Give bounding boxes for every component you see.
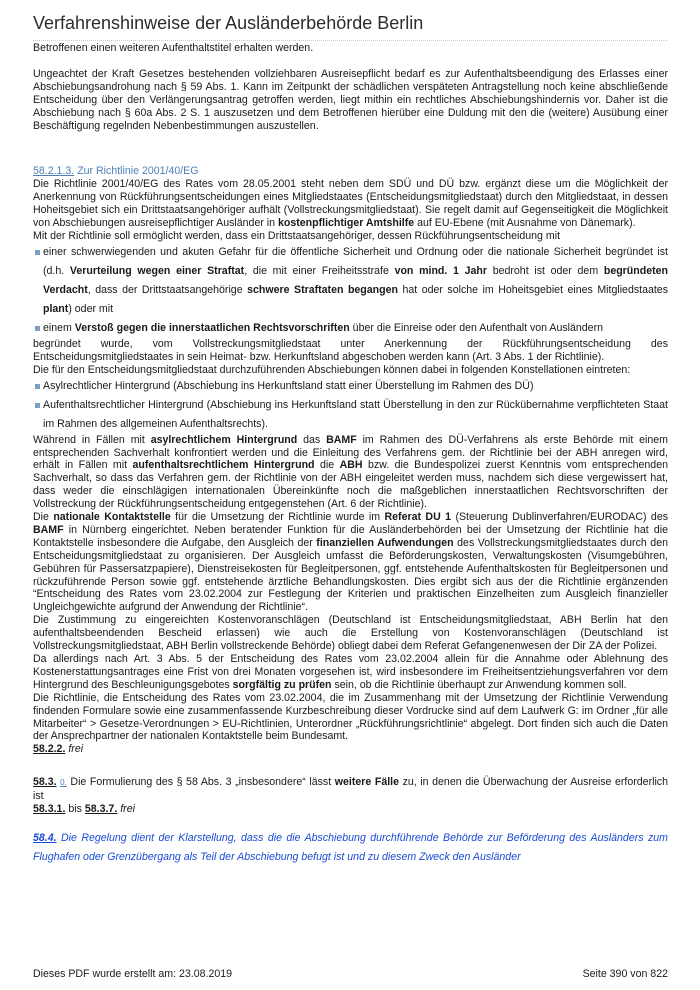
section-58-2-2: 58.2.2. frei — [33, 743, 84, 756]
footer-created: Dieses PDF wurde erstellt am: 23.08.2019 — [33, 968, 233, 980]
paragraph-frist: Da allerdings nach Art. 3 Abs. 5 der Entscheidung des Rates vom 23.02.2004 allein für die Annahme oder Ablehnung des Kostenerstattungsantrages eine Frist von drei Monaten vorgesehen ist, wird insbesondere im Freiheitsentziehungsverfahren vor dem Hintergrund des Beschleunigungsgebotes sorgfältig zu prüfen sein, ob die Richtlinie überhaupt zur Anwendung kommen soll. — [33, 653, 668, 691]
paragraph-richtlinie: Die Richtlinie 2001/40/EG des Rates vom 28.05.2001 steht neben dem SDÜ und DÜ bzw. ergänzt diese um die Möglichkeit der Anerkennung von Rückführungsentscheidungen eines Mitgliedstaates (Entscheidungsmitgliedstaat) durch den Mitgliedstaat, in dessen Hoheitsgebiet sich ein Drittstaatsangehöriger aufhält (Vollstreckungsmitgliedstaat). Sie regelt damit auf Gegenseitigkeit die Möglichkeit von Abschiebungen ausreisepflichtiger Ausländer in kostenpflichtiger Amtshilfe auf EU-Ebene (mit Ausnahme von Dänemark). — [33, 178, 668, 230]
paragraph-intro: Betroffenen einen weiteren Aufenthaltstitel erhalten werden. — [33, 42, 314, 54]
list-item: Asylrechtlicher Hintergrund (Abschiebung ins Herkunftsland statt einer Überstellung im Rahmen des DÜ) — [33, 377, 668, 396]
paragraph-asylrecht: Während in Fällen mit asylrechtlichem Hintergrund das BAMF im Rahmen des DÜ-Verfahrens als erste Behörde mit einem entsprechenden Sachverhalt konfrontiert werden und die Einleitung des Verfahrens gem. der Richtlinie bei der ABH anregen wird, erhält in Fällen mit aufenthaltsrechtlichem Hintergrund die ABH bzw. die Bundespolizei zuerst Kenntnis vom entsprechenden Sachverhalt, so dass das Verfahren gem. der Richtlinie von der ABH eingeleitet werden muss, nachdem sich diese vergewissert hat, dass weder die einschlägigen internationalen Übereinkünfte noch die maßgeblichen innerstaatlichen Rechtsvorschriften der Vollstreckung der Rückführungsentscheidung entgegenstehen (Art. 6 der Richtlinie). — [33, 433, 669, 511]
section-number-link[interactable]: 58.3.7. — [84, 803, 118, 816]
bullet-list-gruende — [33, 243, 668, 338]
bullet-icon — [35, 326, 40, 331]
section-number-link[interactable]: 58.4. — [33, 831, 57, 844]
paragraph-ausreisepflicht: Ungeachtet der Kraft Gesetzes bestehenden vollziehbaren Ausreisepflicht bedarf es zur Aufenthaltsbeendigung des Erlasses einer Abschiebungsandrohung nach § 59 Abs. 1. Kann im Zeitpunkt der schädlichen verspäteten Antragstellung noch keine abschließende Entscheidung über den Verlängerungsantrag getroffen werden, liegt mithin ein rechtliches Abschiebungshindernis vor. Daher ist die Abschiebung nach § 60a Abs. 2 S. 1 auszusetzen und dem Betroffenen hierüber eine Duldung mit den die (weitere) Ausübung einer Beschäftigung regelnden Nebenbestimmungen auszustellen. — [33, 67, 668, 132]
list-item: einem Verstoß gegen die innerstaatlichen Rechtsvorschriften über die Einreise oder den Aufenthalt von Ausländern — [33, 319, 668, 338]
footer-page-number: Seite 390 von 822 — [582, 968, 668, 980]
paragraph-laufwerk: Die Richtlinie, die Entscheidung des Rates vom 23.02.2004, die im Zusammenhang mit der Umsetzung der Richtlinie Verwendung findenden Formulare sowie eine zusammenfassende Kurzbeschreibung dieser Vordrucke sind auf dem Laufwerk G: im Ordner „für alle Mitarbeiter“ > Gesetze-Verordnungen > EU-Richtlinien, Unterordner „Rückführungsrichtlinie“ abgelegt. Dort finden sich auch die Daten der Ansprechpartner der nationalen Kontaktstelle beim Bundesamt. — [33, 691, 668, 743]
paragraph-ermoeglichung: Mit der Richtlinie soll ermöglicht werden, dass ein Drittstaatsangehöriger, dessen Rückführungsentscheidung mit — [33, 229, 561, 242]
bullet-list-hintergrund — [33, 377, 668, 434]
bullet-icon — [35, 384, 40, 389]
section-heading — [33, 165, 668, 178]
page-title: Verfahrenshinweise der Ausländerbehörde Berlin — [33, 13, 668, 41]
section-58-4: 58.4. Die Regelung dient der Klarstellung, dass die die Abschiebung durchführende Behörde zur Beförderung des Ausländers zum Flughafen oder Grenzübergang als Teil der Abschiebung befugt ist und zu diesem Zweck den Ausländer — [33, 831, 668, 863]
document-body — [33, 42, 668, 867]
page-footer — [33, 968, 668, 980]
paragraph-konstellationen: Die für den Entscheidungsmitgliedstaat durchzuführenden Abschiebungen können dabei in folgenden Konstellationen eintreten: — [33, 363, 631, 376]
section-number-link[interactable]: 58.2.2. — [33, 743, 66, 756]
bullet-icon — [35, 403, 40, 408]
section-title: Zur Richtlinie 2001/40/EG — [77, 165, 199, 178]
section-58-3: 58.3. 0. Die Formulierung des § 58 Abs. 3 „insbesondere“ lässt weitere Fälle zu, in denen die Überwachung der Ausreise erforderlich ist — [33, 776, 668, 803]
paragraph-kontaktstelle: Die nationale Kontaktstelle für die Umsetzung der Richtlinie wurde im Referat DU 1 (Steuerung Dublinverfahren/EURODAC) des BAMF in Nürnberg eingerichtet. Neben beratender Funktion für die Ausländerbehörden bei der Umsetzung der Richtlinie hat die Kontaktstelle insbesondere die Aufgabe, den Ausgleich der finanziellen Aufwendungen des Vollstreckungsmitgliedstaates durch den Entscheidungsmitgliedstaat zu organisieren. Der Ausgleich umfasst die Beförderungskosten, Verwaltungskosten (Visumgebühren, Gebühren für Passersatzpapiere), Dienstreisekosten für Begleitpersonen, ggf. entstehende Aufenthaltskosten für Begleitpersonen und rückzuführende Person sowie ggf. entstehende ärztliche Behandlungskosten. Dies ergibt sich aus der die Richtlinie ergänzenden “Entscheidung des Rates vom 23.02.2004 zur Festlegung der Kriterien und praktischen Einzelheiten zum Ausgleich finanzieller Ungleichgewichte aufgrund der Anwendung der Richtlinie“. — [33, 511, 669, 614]
section-58-3-1: 58.3.1. bis 58.3.7. frei — [33, 803, 135, 816]
paragraph-zustimmung: Die Zustimmung zu eingereichten Kostenvoranschlägen (Deutschland ist Entscheidungsmitgliedstaat, ABH Berlin hat den aufenthaltsbeendenden Bescheid erlassen) wie auch die Erstellung von Kostenvoranschlägen (Deutschland ist Vollstreckungsmitgliedstaat, ABH Berlin vollstreckende Behörde) obliegt dabei dem Referat Gefangenenwesen der Dir ZA der Polizei. — [33, 614, 668, 653]
section-number-link[interactable]: 58.3. — [33, 776, 57, 789]
subsection-link[interactable]: 0. — [60, 778, 67, 788]
bullet-icon — [35, 250, 40, 255]
section-number-link[interactable]: 58.2.1.3. — [33, 165, 75, 178]
paragraph-abschiebung: begründet wurde, vom Vollstreckungsmitgliedstaat unter Anerkennung der Rückführungsentscheidung des Entscheidungsmitgliedstaates in sein Heimat- bzw. Herkunftsland abgeschoben werden kann (Art. 3 Abs. 1 der Richtlinie). — [33, 337, 668, 363]
section-number-link[interactable]: 58.3.1. — [33, 803, 66, 816]
list-item: Aufenthaltsrechtlicher Hintergrund (Abschiebung ins Herkunftsland statt Überstellung in den zur Rückübernahme verpflichteten Staat im Rahmen des allgemeinen Aufenthaltsrechts). — [33, 396, 668, 434]
list-item: einer schwerwiegenden und akuten Gefahr für die öffentliche Sicherheit und Ordnung oder die nationale Sicherheit begründet ist (d.h. Verurteilung wegen einer Straftat, die mit einer Freiheitsstrafe von mind. 1 Jahr bedroht ist oder dem begründeten Verdacht, dass der Drittstaatsangehörige schwere Straftaten begangen hat oder solche im Hoheitsgebiet eines Mitgliedstaates plant) oder mit — [33, 243, 668, 319]
